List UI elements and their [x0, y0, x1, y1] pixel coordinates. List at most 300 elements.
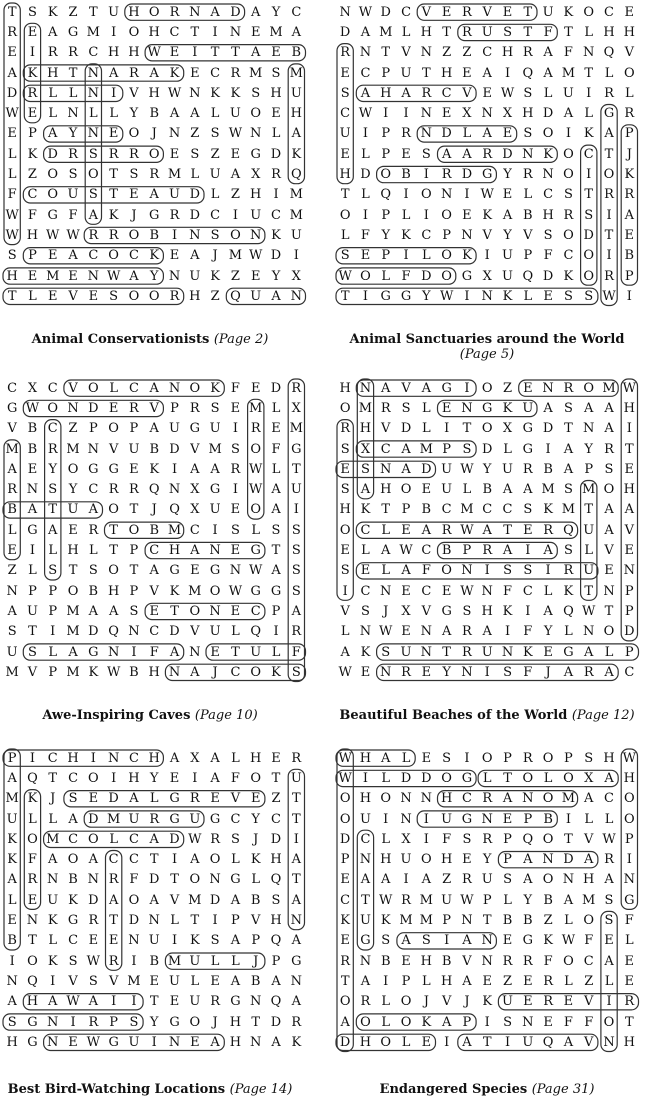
- grid-letter: I: [70, 1014, 76, 1030]
- grid-letter: C: [441, 85, 452, 101]
- grid-letter: M: [249, 400, 263, 416]
- grid-letter: W: [249, 461, 263, 477]
- grid-letter: I: [29, 45, 36, 61]
- grid-letter: A: [563, 106, 574, 122]
- grid-letter: C: [128, 852, 139, 868]
- grid-letter: L: [422, 421, 431, 437]
- grid-letter: G: [230, 872, 241, 888]
- grid-letter: U: [481, 644, 493, 660]
- grid-letter: U: [441, 482, 453, 498]
- grid-letter: L: [210, 953, 220, 969]
- grid-letter: I: [484, 248, 490, 264]
- grid-letter: B: [441, 543, 452, 559]
- grid-letter: E: [624, 973, 635, 989]
- grid-letter: S: [7, 624, 17, 640]
- grid-letter: E: [68, 268, 78, 284]
- grid-letter: S: [563, 187, 573, 203]
- grid-letter: K: [7, 852, 17, 868]
- grid-letter: C: [250, 603, 261, 619]
- grid-letter: A: [68, 248, 78, 264]
- grid-letter: M: [208, 441, 222, 457]
- grid-letter: I: [606, 207, 612, 223]
- grid-letter: L: [604, 65, 614, 81]
- grid-letter: A: [271, 973, 281, 989]
- grid-letter: S: [381, 644, 391, 660]
- grid-letter: S: [230, 441, 240, 457]
- grid-letter: E: [230, 502, 241, 518]
- grid-letter: Y: [422, 288, 431, 304]
- grid-letter: C: [230, 811, 241, 827]
- grid-letter: N: [359, 624, 372, 640]
- grid-letter: U: [169, 187, 180, 203]
- grid-letter: S: [109, 288, 119, 304]
- grid-letter: G: [169, 791, 180, 807]
- grid-letter: J: [212, 1014, 218, 1030]
- grid-letter: C: [128, 750, 139, 766]
- grid-letter: A: [604, 522, 614, 538]
- grid-letter: B: [624, 248, 635, 264]
- grid-letter: L: [401, 24, 411, 40]
- grid-letter: D: [270, 831, 282, 847]
- grid-letter: L: [210, 187, 220, 203]
- grid-letter: F: [401, 268, 411, 284]
- grid-letter: L: [381, 994, 391, 1010]
- grid-letter: E: [502, 811, 513, 827]
- grid-letter: S: [563, 288, 573, 304]
- grid-letter: N: [380, 583, 392, 599]
- grid-letter: P: [251, 933, 261, 949]
- grid-letter: O: [583, 268, 595, 284]
- grid-letter: U: [47, 892, 59, 908]
- grid-letter: H: [380, 482, 392, 498]
- grid-letter: I: [50, 973, 56, 989]
- grid-letter: W: [167, 85, 182, 101]
- grid-letter: E: [230, 400, 241, 416]
- grid-letter: L: [422, 248, 431, 264]
- grid-letter: C: [604, 791, 614, 807]
- grid-letter: O: [481, 380, 493, 396]
- grid-letter: R: [291, 750, 302, 766]
- grid-letter: T: [604, 227, 614, 243]
- grid-letter: H: [47, 65, 59, 81]
- grid-letter: O: [563, 146, 574, 162]
- grid-letter: K: [169, 65, 180, 81]
- grid-letter: J: [545, 664, 551, 680]
- grid-letter: T: [503, 522, 512, 538]
- grid-letter: A: [230, 933, 241, 949]
- grid-letter: I: [403, 872, 409, 888]
- grid-letter: G: [441, 380, 452, 396]
- grid-letter: L: [523, 187, 533, 203]
- grid-letter: S: [503, 1014, 512, 1030]
- grid-letter: O: [250, 106, 262, 122]
- grid-letter: X: [462, 106, 472, 122]
- grid-letter: T: [251, 1014, 261, 1030]
- grid-letter: X: [401, 831, 411, 847]
- grid-letter: N: [562, 872, 575, 888]
- grid-letter: K: [210, 85, 220, 101]
- grid-letter: A: [210, 461, 220, 477]
- grid-letter: L: [584, 811, 594, 827]
- grid-letter: A: [48, 24, 58, 40]
- grid-letter: K: [421, 1014, 432, 1030]
- grid-letter: T: [462, 421, 472, 437]
- grid-letter: L: [271, 461, 281, 477]
- grid-letter: P: [7, 750, 17, 766]
- grid-letter: G: [189, 421, 201, 437]
- grid-letter: E: [7, 126, 17, 142]
- grid-letter: A: [7, 872, 17, 888]
- grid-letter: I: [525, 603, 531, 619]
- grid-letter: U: [583, 563, 595, 579]
- grid-letter: M: [358, 400, 373, 416]
- grid-letter: I: [484, 664, 490, 680]
- grid-letter: N: [290, 913, 302, 929]
- grid-letter: N: [250, 126, 262, 142]
- grid-letter: G: [149, 207, 160, 223]
- grid-letter: P: [624, 126, 634, 142]
- grid-letter: M: [379, 24, 393, 40]
- grid-letter: Y: [442, 664, 451, 680]
- grid-letter: A: [604, 770, 614, 786]
- grid-letter: G: [482, 167, 493, 183]
- grid-letter: F: [503, 583, 513, 599]
- grid-letter: O: [563, 227, 574, 243]
- grid-letter: O: [481, 421, 493, 437]
- grid-letter: T: [584, 65, 594, 81]
- grid-letter: M: [127, 973, 141, 989]
- grid-letter: D: [270, 146, 282, 162]
- grid-letter: M: [167, 953, 182, 969]
- grid-letter: E: [230, 603, 241, 619]
- grid-letter: T: [422, 65, 431, 81]
- grid-letter: A: [230, 167, 241, 183]
- grid-letter: G: [291, 953, 302, 969]
- grid-letter: Z: [210, 146, 220, 162]
- grid-letter: K: [68, 892, 78, 908]
- grid-letter: T: [170, 603, 179, 619]
- grid-letter: T: [68, 563, 78, 579]
- grid-letter: X: [291, 268, 301, 284]
- grid-letter: U: [108, 4, 120, 20]
- grid-letter: G: [482, 400, 493, 416]
- grid-letter: H: [128, 4, 140, 20]
- grid-letter: U: [26, 603, 38, 619]
- grid-letter: W: [66, 227, 80, 243]
- letter-grid: [335, 378, 640, 682]
- grid-letter: C: [421, 583, 432, 599]
- grid-letter: G: [27, 1014, 38, 1030]
- grid-letter: E: [250, 24, 261, 40]
- grid-letter: L: [401, 750, 411, 766]
- grid-letter: T: [482, 913, 492, 929]
- grid-letter: E: [149, 973, 159, 989]
- grid-letter: A: [190, 248, 200, 264]
- grid-letter: E: [563, 994, 574, 1010]
- grid-letter: S: [291, 583, 301, 599]
- grid-letter: N: [87, 441, 100, 457]
- grid-letter: V: [462, 953, 472, 969]
- grid-letter: V: [27, 664, 38, 680]
- grid-letter: A: [68, 644, 78, 660]
- grid-letter: R: [88, 1014, 99, 1030]
- grid-letter: A: [48, 126, 58, 142]
- grid-letter: S: [462, 831, 472, 847]
- grid-letter: D: [624, 624, 635, 640]
- grid-letter: O: [603, 1014, 615, 1030]
- grid-letter: S: [543, 227, 553, 243]
- grid-letter: A: [190, 543, 200, 559]
- puzzle-title: Best Bird-Watching Locations: [7, 1082, 230, 1097]
- grid-letter: H: [189, 288, 201, 304]
- grid-letter: L: [503, 441, 512, 457]
- grid-letter: I: [586, 85, 592, 101]
- grid-letter: B: [523, 913, 533, 929]
- grid-letter: T: [381, 502, 391, 518]
- grid-letter: S: [442, 750, 452, 766]
- grid-letter: E: [624, 461, 635, 477]
- grid-letter: X: [291, 400, 301, 416]
- grid-letter: S: [604, 461, 614, 477]
- grid-letter: N: [481, 106, 493, 122]
- grid-letter: O: [542, 791, 554, 807]
- grid-letter: U: [502, 461, 513, 477]
- grid-letter: I: [362, 770, 369, 786]
- grid-letter: I: [586, 167, 592, 183]
- grid-letter: N: [209, 872, 221, 888]
- grid-letter: Q: [270, 994, 282, 1010]
- grid-letter: E: [523, 994, 533, 1010]
- grid-letter: M: [167, 522, 182, 538]
- grid-letter: T: [149, 852, 159, 868]
- grid-letter: E: [624, 543, 635, 559]
- grid-letter: I: [383, 973, 389, 989]
- grid-letter: O: [542, 126, 554, 142]
- grid-letter: L: [48, 85, 58, 101]
- grid-letter: A: [401, 85, 411, 101]
- grid-letter: N: [359, 380, 372, 396]
- grid-letter: D: [421, 770, 432, 786]
- grid-letter: I: [111, 994, 117, 1010]
- grid-letter: R: [291, 380, 302, 396]
- grid-letter: K: [169, 583, 180, 599]
- grid-letter: T: [291, 791, 301, 807]
- grid-letter: Q: [290, 167, 302, 183]
- grid-letter: M: [561, 65, 576, 81]
- grid-letter: N: [420, 624, 433, 640]
- grid-letter: L: [109, 380, 118, 396]
- grid-letter: E: [523, 380, 533, 396]
- grid-letter: N: [189, 4, 201, 20]
- grid-letter: X: [190, 502, 200, 518]
- grid-letter: A: [421, 872, 432, 888]
- grid-letter: F: [563, 45, 573, 61]
- grid-letter: B: [543, 461, 553, 477]
- grid-letter: Y: [584, 441, 593, 457]
- grid-letter: A: [108, 65, 119, 81]
- grid-letter: N: [87, 65, 100, 81]
- grid-letter: W: [25, 400, 40, 416]
- grid-letter: L: [401, 1034, 411, 1050]
- grid-letter: U: [209, 421, 221, 437]
- grid-letter: Y: [482, 852, 492, 868]
- grid-letter: L: [7, 522, 17, 538]
- grid-letter: G: [250, 583, 261, 599]
- grid-letter: T: [109, 167, 118, 183]
- grid-letter: H: [168, 543, 181, 559]
- grid-letter: D: [6, 85, 18, 101]
- grid-letter: S: [230, 522, 240, 538]
- grid-letter: R: [360, 994, 371, 1010]
- grid-letter: A: [360, 482, 371, 498]
- grid-letter: H: [107, 583, 120, 599]
- grid-letter: R: [88, 913, 99, 929]
- grid-letter: W: [439, 288, 454, 304]
- grid-letter: N: [67, 106, 79, 122]
- puzzle-title: Endangered Species: [379, 1082, 532, 1097]
- grid-letter: I: [212, 24, 218, 40]
- grid-letter: Q: [522, 268, 534, 284]
- grid-letter: H: [359, 750, 372, 766]
- grid-letter: Y: [68, 126, 78, 142]
- grid-letter: I: [192, 45, 198, 61]
- grid-letter: B: [7, 502, 17, 518]
- grid-letter: L: [584, 24, 594, 40]
- grid-letter: E: [27, 461, 38, 477]
- grid-letter: I: [362, 288, 369, 304]
- grid-letter: I: [444, 421, 450, 437]
- grid-letter: P: [624, 603, 634, 619]
- grid-letter: T: [604, 146, 614, 162]
- grid-letter: A: [251, 4, 261, 20]
- grid-letter: B: [482, 482, 492, 498]
- grid-letter: N: [542, 167, 554, 183]
- grid-letter: Z: [442, 872, 452, 888]
- grid-letter: G: [209, 811, 221, 827]
- grid-letter: V: [401, 45, 411, 61]
- grid-letter: H: [603, 24, 615, 40]
- grid-letter: F: [584, 933, 594, 949]
- grid-letter: C: [88, 45, 99, 61]
- grid-letter: S: [503, 664, 512, 680]
- grid-letter: O: [400, 482, 412, 498]
- grid-letter: R: [27, 872, 38, 888]
- grid-letter: E: [47, 248, 58, 264]
- grid-letter: E: [230, 543, 241, 559]
- grid-letter: C: [68, 831, 79, 847]
- grid-letter: G: [522, 421, 534, 437]
- grid-letter: E: [250, 268, 261, 284]
- grid-letter: E: [108, 400, 119, 416]
- grid-letter: M: [66, 664, 80, 680]
- grid-letter: R: [129, 482, 139, 498]
- grid-letter: A: [210, 4, 220, 20]
- grid-letter: M: [46, 831, 60, 847]
- grid-letter: G: [380, 288, 391, 304]
- grid-letter: A: [271, 563, 281, 579]
- grid-letter: Z: [462, 45, 472, 61]
- grid-letter: A: [169, 644, 180, 660]
- grid-letter: T: [190, 24, 200, 40]
- grid-letter: N: [87, 126, 100, 142]
- grid-letter: H: [440, 791, 453, 807]
- grid-letter: D: [360, 167, 371, 183]
- grid-letter: K: [624, 167, 635, 183]
- grid-letter: R: [604, 441, 614, 457]
- grid-letter: R: [7, 482, 18, 498]
- grid-letter: O: [603, 624, 615, 640]
- grid-letter: U: [128, 441, 140, 457]
- grid-letter: C: [271, 811, 281, 827]
- grid-letter: R: [421, 85, 432, 101]
- grid-letter: A: [210, 1034, 220, 1050]
- grid-letter: G: [27, 1034, 38, 1050]
- grid-letter: K: [482, 207, 493, 223]
- grid-letter: W: [338, 664, 352, 680]
- grid-letter: L: [564, 973, 573, 989]
- grid-letter: G: [441, 603, 452, 619]
- grid-letter: X: [502, 106, 513, 122]
- grid-letter: B: [421, 502, 432, 518]
- grid-letter: O: [360, 268, 371, 284]
- grid-letter: N: [107, 644, 120, 660]
- grid-letter: O: [542, 831, 554, 847]
- puzzle-title: Awe-Inspiring Caves: [42, 708, 195, 723]
- grid-letter: I: [444, 1034, 450, 1050]
- puzzle-page-ref: (Page 12): [571, 708, 635, 723]
- grid-letter: A: [482, 522, 492, 538]
- grid-letter: E: [271, 45, 281, 61]
- grid-letter: T: [7, 4, 17, 20]
- grid-letter: N: [47, 1014, 59, 1030]
- grid-letter: M: [188, 583, 202, 599]
- grid-letter: N: [128, 933, 140, 949]
- grid-letter: O: [421, 187, 432, 203]
- grid-letter: T: [624, 441, 634, 457]
- grid-letter: K: [149, 461, 160, 477]
- grid-letter: V: [251, 913, 261, 929]
- grid-letter: I: [464, 288, 470, 304]
- puzzle-page-ref: (Page 2): [213, 332, 269, 347]
- grid-letter: R: [169, 288, 180, 304]
- grid-letter: U: [502, 994, 513, 1010]
- grid-letter: V: [584, 994, 594, 1010]
- grid-letter: M: [602, 380, 616, 396]
- puzzle-caption: [337, 1082, 637, 1097]
- grid-letter: F: [271, 441, 281, 457]
- grid-letter: O: [27, 953, 38, 969]
- grid-letter: F: [442, 831, 452, 847]
- grid-letter: L: [422, 973, 431, 989]
- grid-letter: O: [250, 770, 262, 786]
- grid-letter: E: [169, 994, 180, 1010]
- grid-letter: C: [88, 248, 99, 264]
- grid-letter: K: [462, 248, 472, 264]
- grid-letter: N: [87, 85, 100, 101]
- grid-letter: C: [380, 441, 391, 457]
- grid-letter: C: [583, 953, 594, 969]
- grid-letter: P: [381, 248, 391, 264]
- grid-letter: A: [563, 892, 574, 908]
- grid-letter: H: [603, 750, 615, 766]
- grid-letter: A: [584, 400, 594, 416]
- grid-letter: G: [522, 441, 534, 457]
- grid-letter: M: [167, 167, 182, 183]
- grid-letter: Q: [522, 65, 534, 81]
- grid-letter: O: [542, 872, 554, 888]
- grid-letter: T: [170, 872, 179, 888]
- grid-letter: T: [503, 770, 512, 786]
